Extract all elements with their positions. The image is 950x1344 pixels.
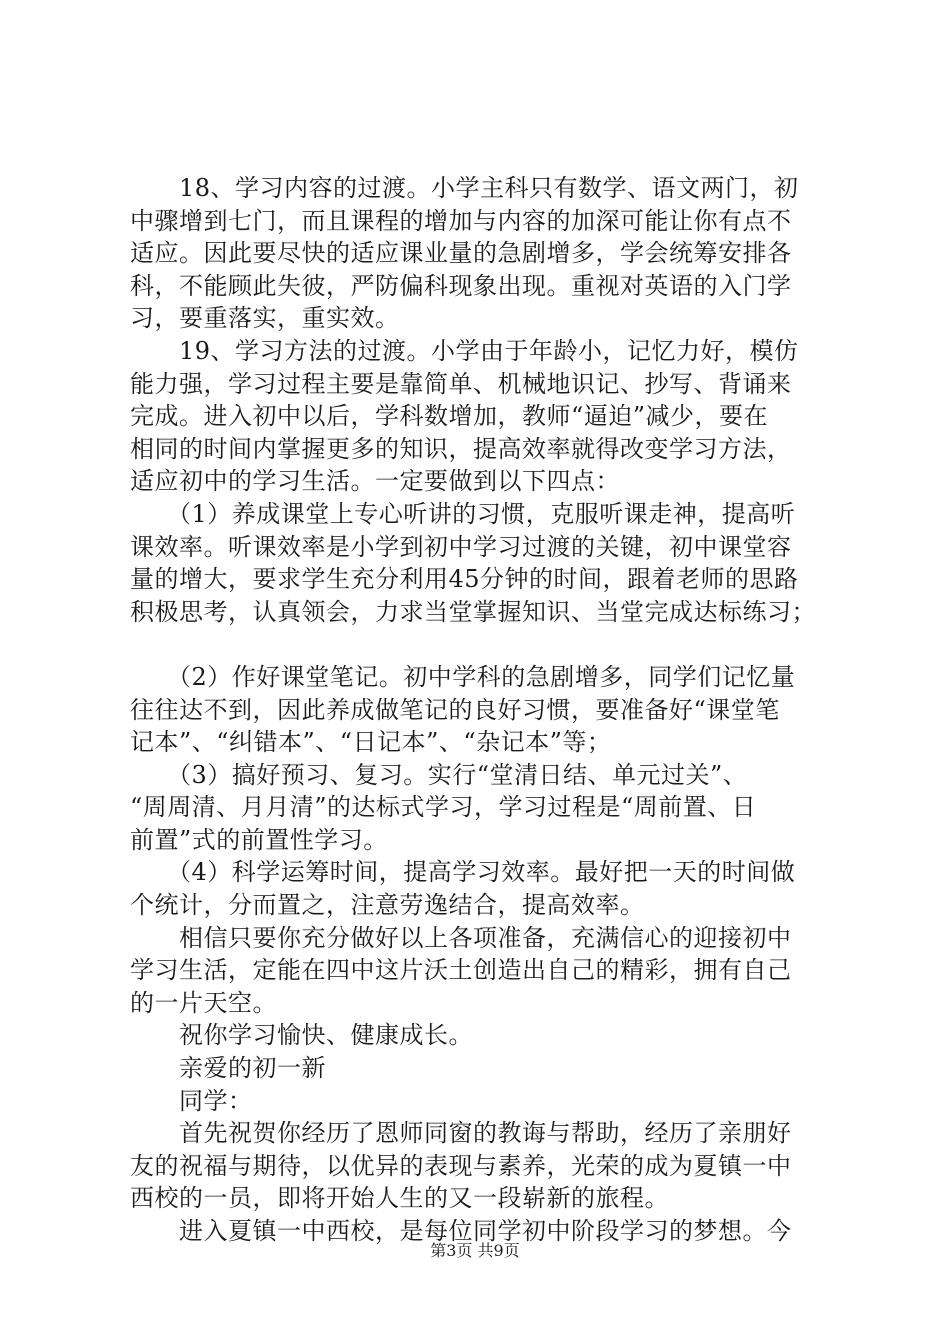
blank-line — [130, 628, 830, 661]
text-line: 首先祝贺你经历了恩师同窗的教诲与帮助，经历了亲朋好 — [130, 1119, 792, 1148]
text-line: 相同的时间内掌握更多的知识，提高效率就得改变学习方法， — [130, 434, 792, 463]
text-line: 前置”式的前置性学习。 — [130, 825, 388, 854]
text-line: 适应初中的学习生活。一定要做到以下四点： — [130, 467, 620, 496]
text-line: 课效率。听课效率是小学到初中学习过渡的关键，初中课堂容 — [130, 532, 792, 561]
text-line: （1）养成课堂上专心听讲的习惯，克服听课走神，提高听 — [130, 499, 796, 528]
text-line: 积极思考，认真领会，力求当堂掌握知识、当堂完成达标练习； — [130, 597, 816, 626]
text-line: 习，要重落实，重实效。 — [130, 304, 400, 333]
document-body — [130, 172, 830, 1248]
text-line: 同学： — [130, 1086, 253, 1115]
text-line: 完成。进入初中以后，学科数增加，教师“逼迫”减少，要在 — [130, 402, 769, 431]
text-line: “周周清、月月清”的达标式学习，学习过程是“周前置、日 — [130, 793, 757, 822]
text-line: 往往达不到，因此养成做笔记的良好习惯，要准备好“课堂笔 — [130, 695, 780, 724]
text-line: 友的祝福与期待，以优异的表现与素养，光荣的成为夏镇一中 — [130, 1151, 792, 1180]
text-line: 相信只要你充分做好以上各项准备，充满信心的迎接初中 — [130, 923, 792, 952]
page-footer — [0, 1241, 950, 1261]
text-line: 的一片天空。 — [130, 988, 277, 1017]
text-line: 适应。因此要尽快的适应课业量的急剧增多，学会统筹安排各 — [130, 239, 792, 268]
text-line: 学习生活，定能在四中这片沃土创造出自己的精彩，拥有自己 — [130, 956, 792, 985]
text-line: 18、学习内容的过渡。小学主科只有数学、语文两门，初 — [130, 174, 799, 202]
text-line: 进入夏镇一中西校，是每位同学初中阶段学习的梦想。今 — [130, 1217, 792, 1245]
page-number-label: 第3页 共9页 — [430, 1241, 520, 1260]
text-line: （3）搞好预习、复习。实行“堂清日结、单元过关”、 — [130, 760, 748, 789]
text-line: 能力强，学习过程主要是靠简单、机械地识记、抄写、背诵来 — [130, 369, 792, 398]
text-line: 量的增大，要求学生充分利用45分钟的时间，跟着老师的思路 — [130, 565, 799, 594]
text-line: 记本”、“纠错本”、“日记本”、“杂记本”等； — [130, 728, 612, 757]
text-line: 个统计，分而置之，注意劳逸结合，提高效率。 — [130, 891, 645, 920]
text-line: 19、学习方法的过渡。小学由于年龄小，记忆力好，模仿 — [130, 336, 799, 365]
text-line: 亲爱的初一新 — [130, 1054, 326, 1083]
text-line: 中骤增到七门，而且课程的增加与内容的加深可能让你有点不 — [130, 206, 792, 235]
text-line: 科，不能顾此失彼，严防偏科现象出现。重视对英语的入门学 — [130, 271, 792, 300]
text-line: （2）作好课堂笔记。初中学科的急剧增多，同学们记忆量 — [130, 662, 796, 691]
text-line: 西校的一员，即将开始人生的又一段崭新的旅程。 — [130, 1184, 669, 1213]
text-line: 祝你学习愉快、健康成长。 — [130, 1021, 473, 1050]
text-line: （4）科学运筹时间，提高学习效率。最好把一天的时间做 — [130, 858, 796, 887]
